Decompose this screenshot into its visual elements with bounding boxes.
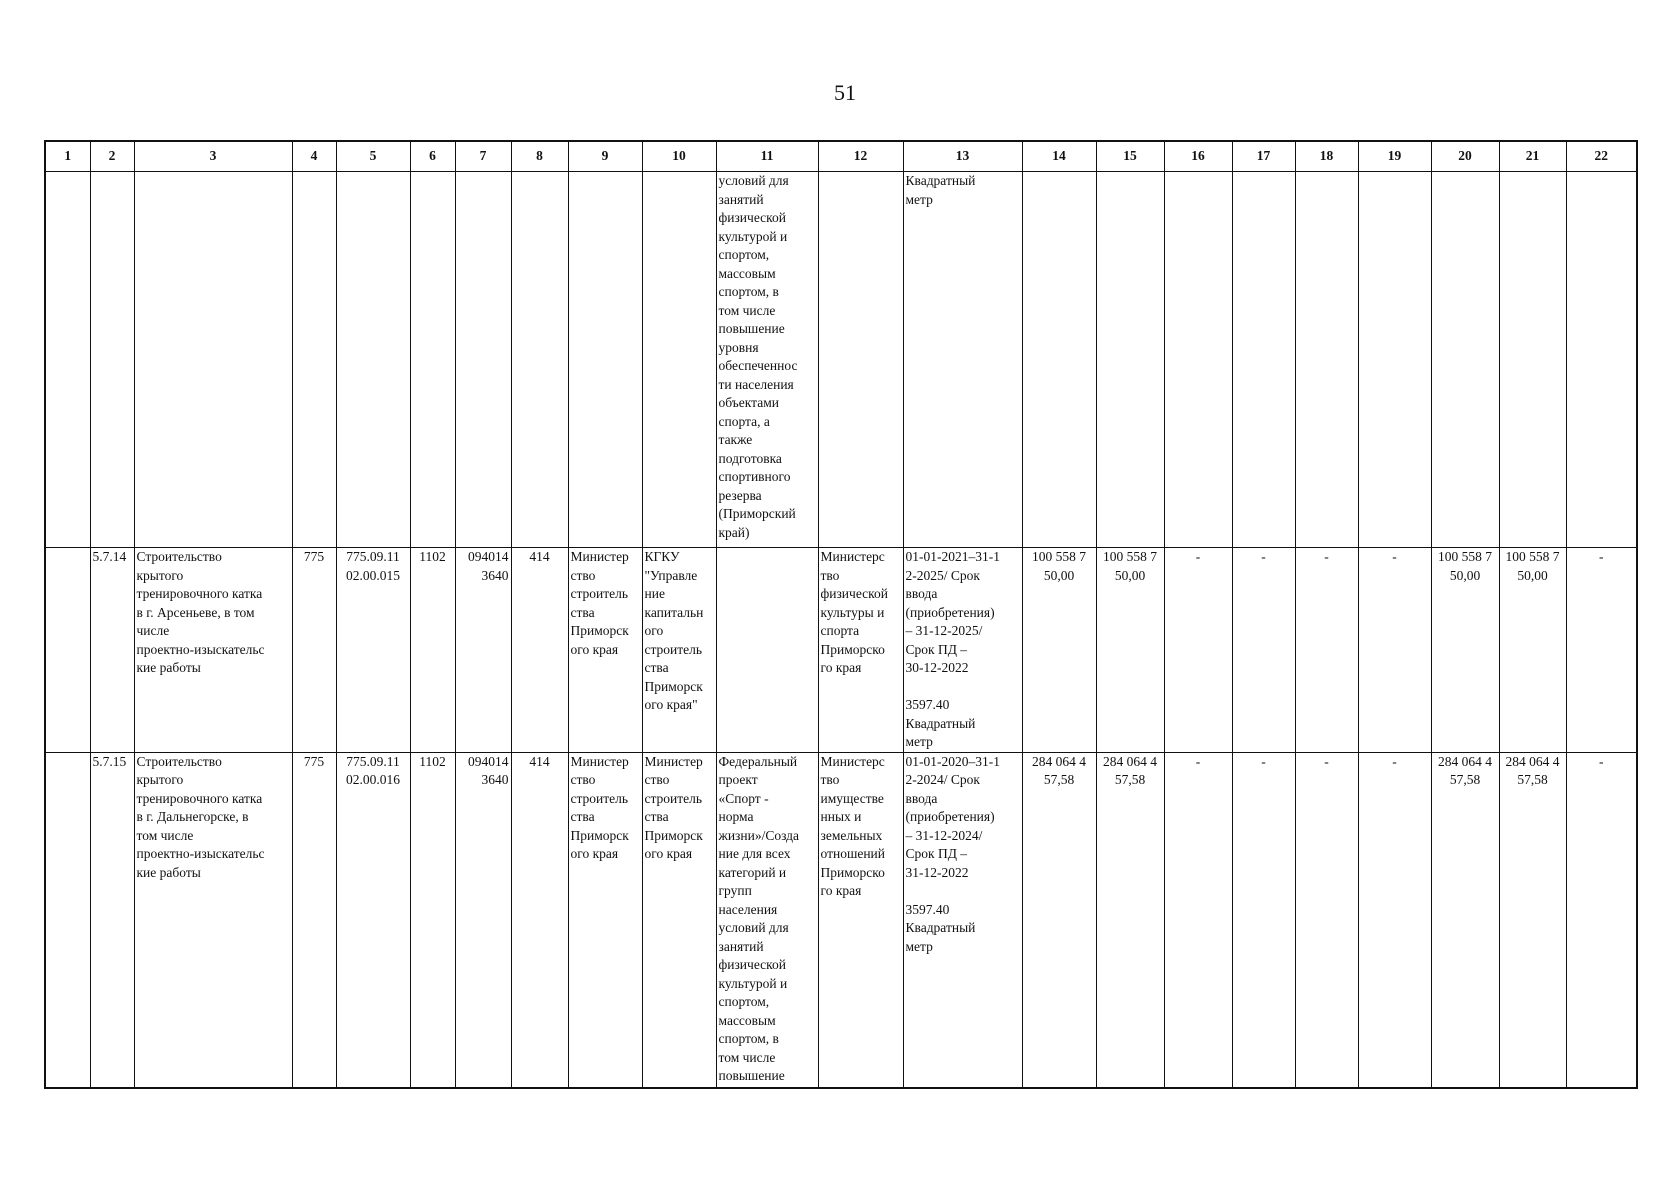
table-cell: 100 558 7 50,00 <box>1499 548 1566 753</box>
table-cell: 414 <box>511 548 568 753</box>
table-cell: - <box>1232 548 1295 753</box>
table-cell <box>1499 172 1566 548</box>
col-header: 10 <box>642 141 716 172</box>
table-cell: 100 558 7 50,00 <box>1431 548 1499 753</box>
table-cell: 414 <box>511 752 568 1088</box>
col-header: 22 <box>1566 141 1637 172</box>
row-number: 5.7.14 <box>90 548 134 753</box>
table-cell: 775 <box>292 548 336 753</box>
table-cell: 01-01-2020–31-1 2-2024/ Срок ввода (приобретения) – 31-12-2024/ Срок ПД – 31-12-2022 3597.40 Квадратный метр <box>903 752 1022 1088</box>
page-number: 51 <box>834 80 856 105</box>
col-header: 19 <box>1358 141 1431 172</box>
table-cell: - <box>1295 752 1358 1088</box>
table-cell: - <box>1295 548 1358 753</box>
col-header: 1 <box>45 141 90 172</box>
table-cell: 1102 <box>410 752 455 1088</box>
table-cell: - <box>1164 752 1232 1088</box>
table-cell: - <box>1566 752 1637 1088</box>
table-cell <box>45 172 90 548</box>
object-name: Строительство крытого тренировочного катка в г. Дальнегорске, в том числе проектно-изыскательс кие работы <box>134 752 292 1088</box>
table-cell <box>336 172 410 548</box>
col-header: 8 <box>511 141 568 172</box>
col-header: 17 <box>1232 141 1295 172</box>
row-number: 5.7.15 <box>90 752 134 1088</box>
table-cell: Министер ство строитель ства Приморск ого края <box>568 752 642 1088</box>
table-cell: 1102 <box>410 548 455 753</box>
table-cell: 284 064 4 57,58 <box>1022 752 1096 1088</box>
table-cell: 775.09.11 02.00.016 <box>336 752 410 1088</box>
col-header: 7 <box>455 141 511 172</box>
table-cell: КГКУ "Управле ние капитальн ого строитель ства Приморск ого края" <box>642 548 716 753</box>
col-header: 4 <box>292 141 336 172</box>
table-cell: 100 558 7 50,00 <box>1022 548 1096 753</box>
table-cell: Министерс тво физической культуры и спорта Приморско го края <box>818 548 903 753</box>
table-cell: Министер ство строитель ства Приморск ого края <box>568 548 642 753</box>
table-cell <box>1295 172 1358 548</box>
col-header: 11 <box>716 141 818 172</box>
table-cell <box>410 172 455 548</box>
col-header: 2 <box>90 141 134 172</box>
table-row <box>45 172 1637 548</box>
col-header: 9 <box>568 141 642 172</box>
table-cell: 775 <box>292 752 336 1088</box>
table-cell: 094014 3640 <box>455 548 511 753</box>
table-cell <box>568 172 642 548</box>
table-cell <box>818 172 903 548</box>
col-header: 3 <box>134 141 292 172</box>
header-row <box>45 141 1637 172</box>
table-cell <box>455 172 511 548</box>
table-cell: Федеральный проект «Спорт - норма жизни»/Созда ние для всех категорий и групп населения условий для занятий физической культурой и спортом, массовым спортом, в том числе повышение <box>716 752 818 1088</box>
table-row <box>45 752 1637 1088</box>
table-cell: 284 064 4 57,58 <box>1431 752 1499 1088</box>
table-cell <box>1566 172 1637 548</box>
col-header: 16 <box>1164 141 1232 172</box>
table-cell <box>1232 172 1295 548</box>
col-header: 14 <box>1022 141 1096 172</box>
col-header: 18 <box>1295 141 1358 172</box>
table-cell <box>134 172 292 548</box>
table-cell <box>1164 172 1232 548</box>
table-cell <box>1431 172 1499 548</box>
table-cell: 284 064 4 57,58 <box>1499 752 1566 1088</box>
table-cell <box>45 548 90 753</box>
col-header: 5 <box>336 141 410 172</box>
table-cell: Министерс тво имуществе нных и земельных отношений Приморско го края <box>818 752 903 1088</box>
col-header: 6 <box>410 141 455 172</box>
table-cell <box>1358 172 1431 548</box>
col-header: 20 <box>1431 141 1499 172</box>
table-cell <box>716 548 818 753</box>
table-cell <box>1096 172 1164 548</box>
table-cell: 284 064 4 57,58 <box>1096 752 1164 1088</box>
table-cell: условий для занятий физической культурой и спортом, массовым спортом, в том числе повышение уровня обеспеченнос ти населения объектами спорта, а также подготовка спортивного резерва (Приморский край) <box>716 172 818 548</box>
table-cell: - <box>1358 752 1431 1088</box>
table-cell: 100 558 7 50,00 <box>1096 548 1164 753</box>
table-cell <box>90 172 134 548</box>
table-cell: Министер ство строитель ства Приморск ого края <box>642 752 716 1088</box>
table-cell: 094014 3640 <box>455 752 511 1088</box>
table-cell <box>1022 172 1096 548</box>
table-cell <box>292 172 336 548</box>
col-header: 12 <box>818 141 903 172</box>
table-cell: Квадратный метр <box>903 172 1022 548</box>
table-cell <box>45 752 90 1088</box>
table-cell: 775.09.11 02.00.015 <box>336 548 410 753</box>
col-header: 21 <box>1499 141 1566 172</box>
col-header: 13 <box>903 141 1022 172</box>
table-cell <box>511 172 568 548</box>
table-cell: - <box>1358 548 1431 753</box>
budget-table <box>44 140 1638 1089</box>
table-row <box>45 548 1637 753</box>
table-cell: - <box>1164 548 1232 753</box>
col-header: 15 <box>1096 141 1164 172</box>
table-cell: - <box>1566 548 1637 753</box>
object-name: Строительство крытого тренировочного катка в г. Арсеньеве, в том числе проектно-изыскательс кие работы <box>134 548 292 753</box>
table-cell: 01-01-2021–31-1 2-2025/ Срок ввода (приобретения) – 31-12-2025/ Срок ПД – 30-12-2022 3597.40 Квадратный метр <box>903 548 1022 753</box>
table-cell <box>642 172 716 548</box>
table-cell: - <box>1232 752 1295 1088</box>
